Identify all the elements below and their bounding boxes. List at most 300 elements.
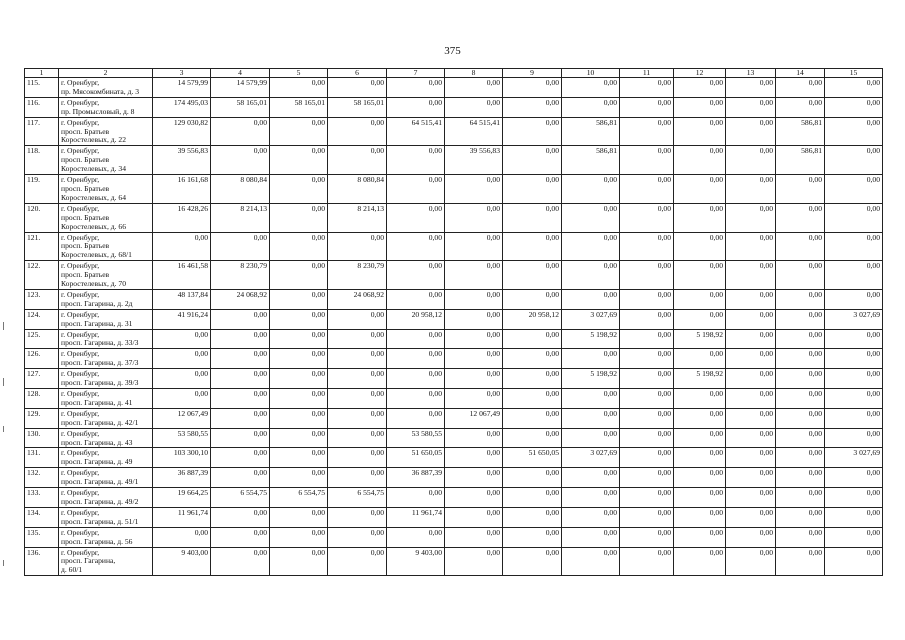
table-row bbox=[25, 547, 883, 576]
value-cell: 16 161,68 bbox=[153, 175, 211, 204]
value-cell: 0,00 bbox=[674, 78, 726, 98]
table-row bbox=[25, 78, 883, 98]
address-cell bbox=[59, 369, 153, 389]
address-line: просп. Гагарина, д. 31 bbox=[61, 318, 133, 328]
value-cell: 0,00 bbox=[674, 389, 726, 409]
value-cell: 0,00 bbox=[825, 507, 883, 527]
column-header: 9 bbox=[503, 69, 562, 78]
row-number: 122. bbox=[25, 261, 59, 290]
value-cell: 0,00 bbox=[674, 527, 726, 547]
value-cell: 0,00 bbox=[674, 349, 726, 369]
column-header: 14 bbox=[776, 69, 825, 78]
value-cell: 0,00 bbox=[387, 369, 445, 389]
value-cell: 0,00 bbox=[270, 175, 328, 204]
address-line: г. Оренбург, bbox=[61, 369, 100, 379]
value-cell: 586,81 bbox=[562, 117, 620, 146]
value-cell: 0,00 bbox=[825, 97, 883, 117]
value-cell: 51 650,05 bbox=[387, 448, 445, 468]
header-row bbox=[25, 69, 883, 78]
address-line: г. Оренбург, bbox=[61, 547, 100, 557]
address-line: г. Оренбург, bbox=[61, 78, 100, 87]
row-number: 117. bbox=[25, 117, 59, 146]
value-cell: 0,00 bbox=[620, 232, 674, 261]
address-line: просп. Гагарина, д. 33/3 bbox=[61, 338, 139, 348]
value-cell: 0,00 bbox=[387, 97, 445, 117]
value-cell: 11 961,74 bbox=[387, 507, 445, 527]
value-cell: 16 428,26 bbox=[153, 203, 211, 232]
column-header: 15 bbox=[825, 69, 883, 78]
value-cell: 0,00 bbox=[387, 261, 445, 290]
table-row bbox=[25, 146, 883, 175]
value-cell: 0,00 bbox=[620, 507, 674, 527]
value-cell: 0,00 bbox=[674, 448, 726, 468]
row-number: 136. bbox=[25, 547, 59, 576]
address-line: г. Оренбург, bbox=[61, 261, 100, 271]
value-cell: 14 579,99 bbox=[211, 78, 270, 98]
value-cell: 0,00 bbox=[445, 97, 503, 117]
value-cell: 0,00 bbox=[328, 349, 387, 369]
table-row bbox=[25, 309, 883, 329]
value-cell: 0,00 bbox=[503, 547, 562, 576]
address-cell bbox=[59, 389, 153, 409]
margin-mark bbox=[3, 560, 4, 566]
column-header: 6 bbox=[328, 69, 387, 78]
value-cell: 0,00 bbox=[270, 369, 328, 389]
row-number: 118. bbox=[25, 146, 59, 175]
value-cell: 12 067,49 bbox=[445, 408, 503, 428]
value-cell: 58 165,01 bbox=[211, 97, 270, 117]
address-line: г. Оренбург, bbox=[61, 146, 100, 156]
value-cell: 0,00 bbox=[726, 261, 776, 290]
value-cell: 3 027,69 bbox=[562, 448, 620, 468]
value-cell: 0,00 bbox=[211, 468, 270, 488]
column-header: 7 bbox=[387, 69, 445, 78]
value-cell: 0,00 bbox=[726, 527, 776, 547]
value-cell: 0,00 bbox=[620, 389, 674, 409]
value-cell: 0,00 bbox=[503, 428, 562, 448]
row-number: 124. bbox=[25, 309, 59, 329]
value-cell: 0,00 bbox=[503, 78, 562, 98]
value-cell: 0,00 bbox=[270, 547, 328, 576]
value-cell: 0,00 bbox=[562, 349, 620, 369]
value-cell: 0,00 bbox=[270, 448, 328, 468]
value-cell: 0,00 bbox=[328, 329, 387, 349]
value-cell: 0,00 bbox=[825, 232, 883, 261]
address-line: просп. Братьев bbox=[61, 212, 110, 222]
value-cell: 0,00 bbox=[620, 146, 674, 175]
value-cell: 0,00 bbox=[153, 389, 211, 409]
row-number: 131. bbox=[25, 448, 59, 468]
value-cell: 0,00 bbox=[620, 448, 674, 468]
value-cell: 0,00 bbox=[825, 146, 883, 175]
address-line: г. Оренбург, bbox=[61, 232, 100, 242]
value-cell: 0,00 bbox=[387, 203, 445, 232]
value-cell: 0,00 bbox=[211, 117, 270, 146]
row-number: 119. bbox=[25, 175, 59, 204]
value-cell: 0,00 bbox=[211, 146, 270, 175]
value-cell: 0,00 bbox=[445, 203, 503, 232]
value-cell: 0,00 bbox=[503, 175, 562, 204]
address-line: просп. Гагарина, д. 39/3 bbox=[61, 378, 139, 388]
value-cell: 0,00 bbox=[562, 175, 620, 204]
address-line: просп. Гагарина, д. 49/1 bbox=[61, 477, 139, 487]
value-cell: 0,00 bbox=[776, 369, 825, 389]
value-cell: 0,00 bbox=[328, 117, 387, 146]
column-header: 3 bbox=[153, 69, 211, 78]
address-line: г. Оренбург, bbox=[61, 488, 100, 498]
value-cell: 0,00 bbox=[825, 468, 883, 488]
value-cell: 0,00 bbox=[445, 547, 503, 576]
value-cell: 0,00 bbox=[825, 389, 883, 409]
row-number: 133. bbox=[25, 488, 59, 508]
value-cell: 0,00 bbox=[674, 408, 726, 428]
value-cell: 0,00 bbox=[211, 389, 270, 409]
value-cell: 0,00 bbox=[776, 527, 825, 547]
row-number: 130. bbox=[25, 428, 59, 448]
value-cell: 8 214,13 bbox=[328, 203, 387, 232]
value-cell: 0,00 bbox=[503, 203, 562, 232]
value-cell: 0,00 bbox=[620, 97, 674, 117]
margin-mark bbox=[3, 322, 4, 330]
address-line: просп. Братьев bbox=[61, 183, 110, 193]
value-cell: 0,00 bbox=[620, 261, 674, 290]
value-cell: 0,00 bbox=[726, 78, 776, 98]
value-cell: 0,00 bbox=[620, 117, 674, 146]
value-cell: 0,00 bbox=[503, 468, 562, 488]
address-line: просп. Гагарина, д. 41 bbox=[61, 397, 133, 407]
row-number: 123. bbox=[25, 289, 59, 309]
table-row bbox=[25, 329, 883, 349]
address-line: г. Оренбург, bbox=[61, 448, 100, 458]
value-cell: 0,00 bbox=[825, 175, 883, 204]
table-row bbox=[25, 203, 883, 232]
address-cell bbox=[59, 507, 153, 527]
value-cell: 0,00 bbox=[620, 527, 674, 547]
table-row bbox=[25, 468, 883, 488]
address-line: просп. Гагарина, д. 37/3 bbox=[61, 358, 139, 368]
table-row bbox=[25, 527, 883, 547]
value-cell: 11 961,74 bbox=[153, 507, 211, 527]
value-cell: 0,00 bbox=[674, 547, 726, 576]
value-cell: 0,00 bbox=[674, 175, 726, 204]
value-cell: 0,00 bbox=[445, 389, 503, 409]
value-cell: 0,00 bbox=[776, 507, 825, 527]
value-cell: 0,00 bbox=[503, 369, 562, 389]
value-cell: 0,00 bbox=[825, 369, 883, 389]
value-cell: 0,00 bbox=[153, 329, 211, 349]
address-line: Коростелевых, д. 22 bbox=[61, 135, 127, 145]
value-cell: 24 068,92 bbox=[211, 289, 270, 309]
value-cell: 0,00 bbox=[825, 261, 883, 290]
value-cell: 53 580,55 bbox=[387, 428, 445, 448]
table-row bbox=[25, 389, 883, 409]
margin-mark bbox=[3, 426, 4, 432]
table-row bbox=[25, 117, 883, 146]
value-cell: 0,00 bbox=[211, 547, 270, 576]
value-cell: 0,00 bbox=[270, 329, 328, 349]
value-cell: 0,00 bbox=[726, 507, 776, 527]
row-number: 121. bbox=[25, 232, 59, 261]
row-number: 128. bbox=[25, 389, 59, 409]
value-cell: 0,00 bbox=[328, 146, 387, 175]
value-cell: 0,00 bbox=[328, 78, 387, 98]
value-cell: 0,00 bbox=[562, 389, 620, 409]
value-cell: 0,00 bbox=[562, 97, 620, 117]
value-cell: 0,00 bbox=[387, 349, 445, 369]
value-cell: 9 403,00 bbox=[387, 547, 445, 576]
value-cell: 36 887,39 bbox=[387, 468, 445, 488]
value-cell: 0,00 bbox=[776, 428, 825, 448]
value-cell: 0,00 bbox=[726, 488, 776, 508]
address-cell bbox=[59, 349, 153, 369]
value-cell: 0,00 bbox=[503, 408, 562, 428]
value-cell: 0,00 bbox=[726, 547, 776, 576]
value-cell: 0,00 bbox=[562, 203, 620, 232]
value-cell: 0,00 bbox=[503, 329, 562, 349]
value-cell: 3 027,69 bbox=[562, 309, 620, 329]
value-cell: 0,00 bbox=[328, 547, 387, 576]
value-cell: 0,00 bbox=[726, 448, 776, 468]
address-cell bbox=[59, 203, 153, 232]
value-cell: 174 495,03 bbox=[153, 97, 211, 117]
value-cell: 0,00 bbox=[726, 369, 776, 389]
value-cell: 0,00 bbox=[776, 175, 825, 204]
value-cell: 0,00 bbox=[825, 117, 883, 146]
value-cell: 0,00 bbox=[674, 309, 726, 329]
value-cell: 5 198,92 bbox=[674, 369, 726, 389]
value-cell: 0,00 bbox=[776, 309, 825, 329]
value-cell: 0,00 bbox=[726, 468, 776, 488]
value-cell: 0,00 bbox=[620, 329, 674, 349]
value-cell: 5 198,92 bbox=[562, 369, 620, 389]
value-cell: 0,00 bbox=[825, 488, 883, 508]
value-cell: 3 027,69 bbox=[825, 309, 883, 329]
page-number: 375 bbox=[444, 45, 461, 57]
row-number: 134. bbox=[25, 507, 59, 527]
column-header: 5 bbox=[270, 69, 328, 78]
value-cell: 12 067,49 bbox=[153, 408, 211, 428]
value-cell: 0,00 bbox=[211, 309, 270, 329]
column-header: 12 bbox=[674, 69, 726, 78]
value-cell: 0,00 bbox=[445, 349, 503, 369]
value-cell: 0,00 bbox=[562, 488, 620, 508]
address-line: г. Оренбург, bbox=[61, 309, 100, 319]
value-cell: 3 027,69 bbox=[825, 448, 883, 468]
value-cell: 51 650,05 bbox=[503, 448, 562, 468]
address-cell bbox=[59, 117, 153, 146]
value-cell: 0,00 bbox=[445, 261, 503, 290]
value-cell: 0,00 bbox=[620, 488, 674, 508]
value-cell: 0,00 bbox=[270, 232, 328, 261]
column-header: 10 bbox=[562, 69, 620, 78]
address-line: Коростелевых, д. 68/1 bbox=[61, 250, 132, 260]
address-cell bbox=[59, 289, 153, 309]
value-cell: 0,00 bbox=[211, 369, 270, 389]
value-cell: 0,00 bbox=[726, 428, 776, 448]
value-cell: 5 198,92 bbox=[562, 329, 620, 349]
value-cell: 0,00 bbox=[445, 428, 503, 448]
value-cell: 0,00 bbox=[825, 329, 883, 349]
value-cell: 0,00 bbox=[445, 507, 503, 527]
value-cell: 0,00 bbox=[387, 329, 445, 349]
value-cell: 0,00 bbox=[211, 507, 270, 527]
value-cell: 0,00 bbox=[562, 78, 620, 98]
address-line: г. Оренбург, bbox=[61, 203, 100, 213]
value-cell: 0,00 bbox=[270, 117, 328, 146]
address-line: просп. Гагарина, д. 42/1 bbox=[61, 417, 139, 427]
value-cell: 16 461,58 bbox=[153, 261, 211, 290]
value-cell: 0,00 bbox=[620, 289, 674, 309]
value-cell: 0,00 bbox=[726, 203, 776, 232]
value-cell: 0,00 bbox=[620, 203, 674, 232]
address-line: просп. Гагарина, д. 49/2 bbox=[61, 496, 139, 506]
value-cell: 0,00 bbox=[503, 97, 562, 117]
value-cell: 0,00 bbox=[620, 175, 674, 204]
value-cell: 0,00 bbox=[503, 261, 562, 290]
address-cell bbox=[59, 309, 153, 329]
value-cell: 0,00 bbox=[328, 408, 387, 428]
value-cell: 0,00 bbox=[776, 203, 825, 232]
address-line: пр. Промысловый, д. 8 bbox=[61, 106, 135, 116]
address-line: г. Оренбург, bbox=[61, 428, 100, 438]
value-cell: 0,00 bbox=[445, 78, 503, 98]
row-number: 126. bbox=[25, 349, 59, 369]
value-cell: 0,00 bbox=[270, 389, 328, 409]
value-cell: 0,00 bbox=[562, 428, 620, 448]
value-cell: 0,00 bbox=[445, 369, 503, 389]
address-cell bbox=[59, 329, 153, 349]
value-cell: 0,00 bbox=[270, 428, 328, 448]
value-cell: 0,00 bbox=[153, 527, 211, 547]
value-cell: 0,00 bbox=[620, 468, 674, 488]
value-cell: 0,00 bbox=[445, 309, 503, 329]
value-cell: 0,00 bbox=[270, 78, 328, 98]
address-line: г. Оренбург, bbox=[61, 468, 100, 478]
address-line: д. 60/1 bbox=[61, 565, 83, 575]
value-cell: 0,00 bbox=[387, 175, 445, 204]
value-cell: 0,00 bbox=[776, 261, 825, 290]
value-cell: 0,00 bbox=[562, 289, 620, 309]
value-cell: 0,00 bbox=[387, 527, 445, 547]
value-cell: 0,00 bbox=[726, 232, 776, 261]
value-cell: 0,00 bbox=[825, 408, 883, 428]
address-line: г. Оренбург, bbox=[61, 507, 100, 517]
address-line: пр. Мясокомбината, д. 3 bbox=[61, 86, 140, 96]
value-cell: 0,00 bbox=[674, 97, 726, 117]
address-line: г. Оренбург, bbox=[61, 349, 100, 359]
row-number: 132. bbox=[25, 468, 59, 488]
value-cell: 14 579,99 bbox=[153, 78, 211, 98]
value-cell: 58 165,01 bbox=[270, 97, 328, 117]
value-cell: 0,00 bbox=[387, 232, 445, 261]
address-line: просп. Гагарина, д. 49 bbox=[61, 457, 133, 467]
value-cell: 0,00 bbox=[503, 146, 562, 175]
value-cell: 0,00 bbox=[726, 349, 776, 369]
value-cell: 0,00 bbox=[328, 369, 387, 389]
value-cell: 0,00 bbox=[445, 232, 503, 261]
value-cell: 0,00 bbox=[776, 349, 825, 369]
value-cell: 8 230,79 bbox=[211, 261, 270, 290]
address-line: просп. Гагарина, д. 56 bbox=[61, 536, 133, 546]
value-cell: 0,00 bbox=[387, 488, 445, 508]
value-cell: 8 214,13 bbox=[211, 203, 270, 232]
address-line: г. Оренбург, bbox=[61, 97, 100, 107]
value-cell: 0,00 bbox=[776, 329, 825, 349]
value-cell: 0,00 bbox=[825, 78, 883, 98]
value-cell: 0,00 bbox=[674, 203, 726, 232]
row-number: 135. bbox=[25, 527, 59, 547]
table-row bbox=[25, 507, 883, 527]
value-cell: 129 030,82 bbox=[153, 117, 211, 146]
value-cell: 0,00 bbox=[387, 289, 445, 309]
address-cell bbox=[59, 232, 153, 261]
value-cell: 0,00 bbox=[620, 547, 674, 576]
address-cell bbox=[59, 78, 153, 98]
value-cell: 0,00 bbox=[726, 329, 776, 349]
value-cell: 0,00 bbox=[270, 468, 328, 488]
value-cell: 0,00 bbox=[726, 117, 776, 146]
value-cell: 0,00 bbox=[674, 289, 726, 309]
address-line: просп. Гагарина, bbox=[61, 556, 116, 566]
value-cell: 0,00 bbox=[776, 78, 825, 98]
value-cell: 0,00 bbox=[328, 448, 387, 468]
value-cell: 0,00 bbox=[328, 309, 387, 329]
row-number: 120. bbox=[25, 203, 59, 232]
address-line: г. Оренбург, bbox=[61, 408, 100, 418]
address-line: просп. Братьев bbox=[61, 241, 110, 251]
address-line: Коростелевых, д. 66 bbox=[61, 221, 127, 231]
value-cell: 0,00 bbox=[503, 488, 562, 508]
value-cell: 0,00 bbox=[674, 117, 726, 146]
address-line: г. Оренбург, bbox=[61, 117, 100, 127]
address-line: просп. Гагарина, д. 2д bbox=[61, 298, 133, 308]
value-cell: 0,00 bbox=[445, 289, 503, 309]
value-cell: 0,00 bbox=[620, 309, 674, 329]
address-cell bbox=[59, 547, 153, 576]
value-cell: 0,00 bbox=[387, 389, 445, 409]
address-line: просп. Братьев bbox=[61, 270, 110, 280]
value-cell: 0,00 bbox=[270, 261, 328, 290]
column-header: 11 bbox=[620, 69, 674, 78]
value-cell: 0,00 bbox=[328, 468, 387, 488]
address-cell bbox=[59, 261, 153, 290]
value-cell: 0,00 bbox=[503, 349, 562, 369]
column-header: 2 bbox=[59, 69, 153, 78]
value-cell: 0,00 bbox=[270, 309, 328, 329]
value-cell: 0,00 bbox=[726, 97, 776, 117]
address-line: просп. Гагарина, д. 51/1 bbox=[61, 516, 139, 526]
value-cell: 0,00 bbox=[503, 389, 562, 409]
value-cell: 0,00 bbox=[674, 428, 726, 448]
column-header: 8 bbox=[445, 69, 503, 78]
value-cell: 0,00 bbox=[776, 468, 825, 488]
address-line: г. Оренбург, bbox=[61, 527, 100, 537]
value-cell: 0,00 bbox=[674, 232, 726, 261]
value-cell: 0,00 bbox=[776, 97, 825, 117]
value-cell: 48 137,84 bbox=[153, 289, 211, 309]
column-header: 13 bbox=[726, 69, 776, 78]
value-cell: 0,00 bbox=[726, 175, 776, 204]
value-cell: 8 080,84 bbox=[328, 175, 387, 204]
data-table bbox=[24, 68, 883, 576]
value-cell: 0,00 bbox=[503, 117, 562, 146]
value-cell: 0,00 bbox=[445, 448, 503, 468]
address-cell bbox=[59, 488, 153, 508]
value-cell: 0,00 bbox=[562, 507, 620, 527]
row-number: 116. bbox=[25, 97, 59, 117]
column-header: 4 bbox=[211, 69, 270, 78]
value-cell: 0,00 bbox=[503, 527, 562, 547]
